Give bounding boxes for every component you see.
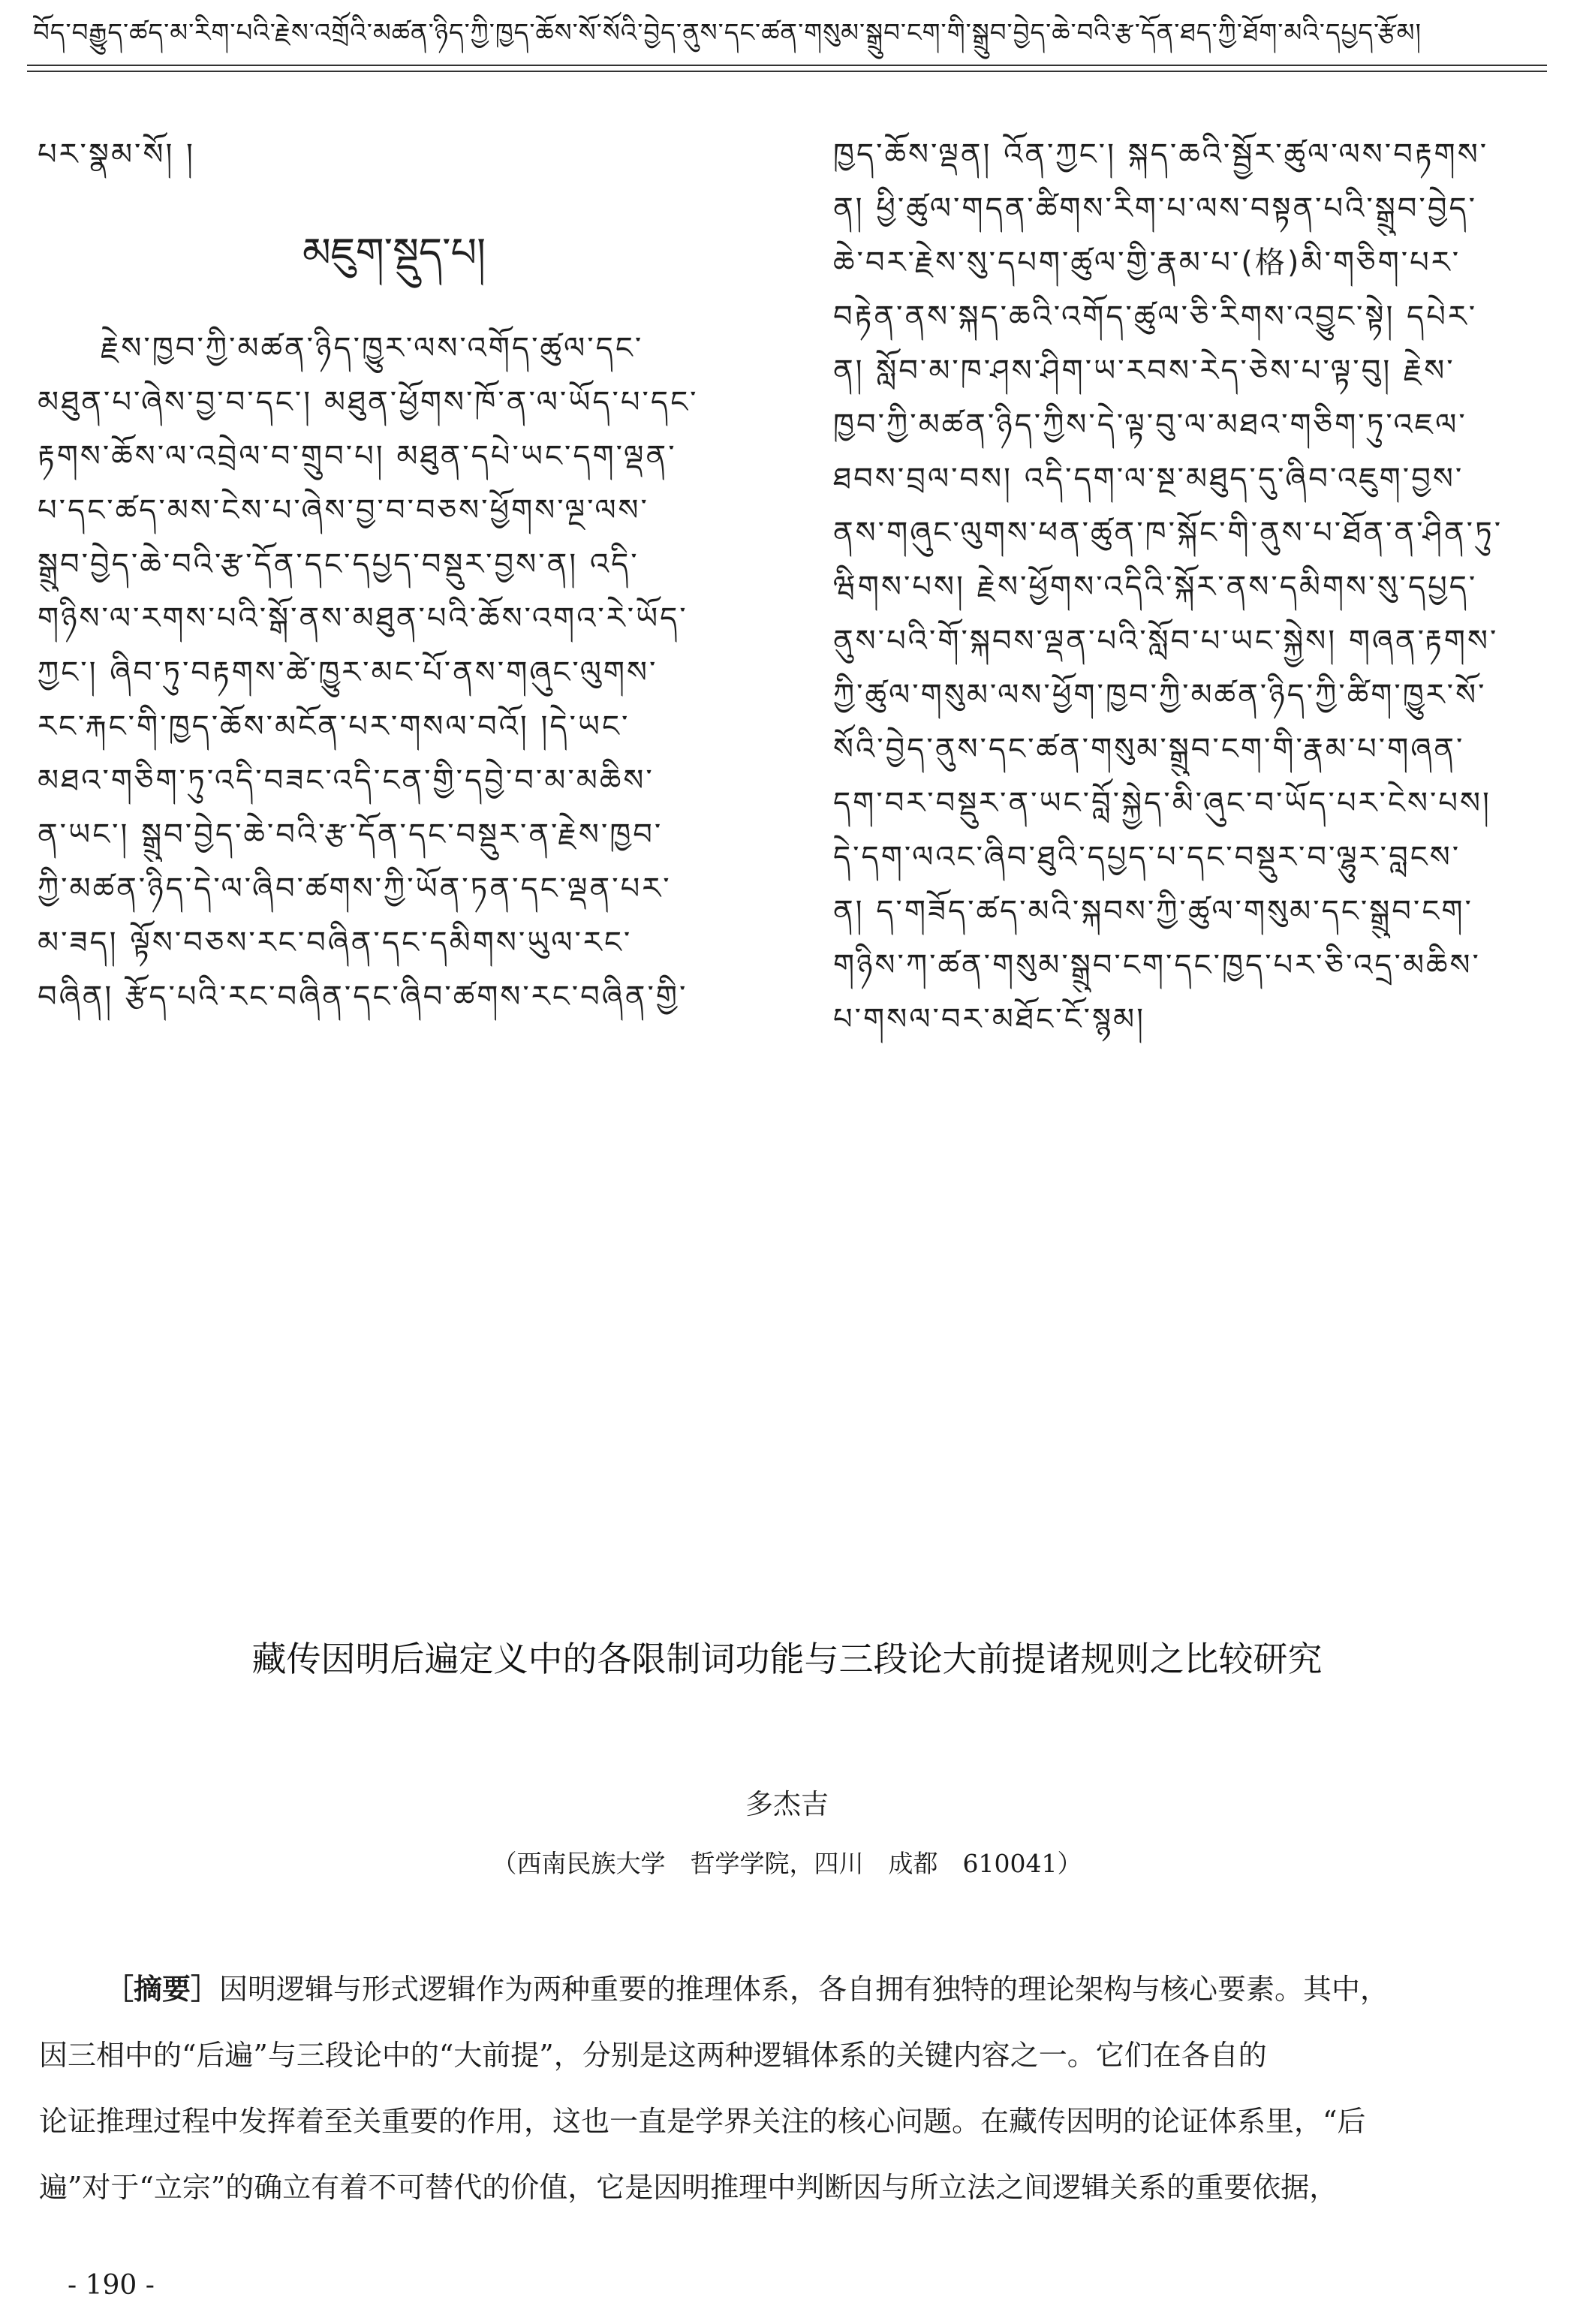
left-text-line: ཀྱང་། ཞིབ་ཏུ་བརྟགས་ཚེ་ཁྱུར་མང་པོ་ནས་གཞུང་ལུགས་ (38, 655, 658, 690)
left-text-line: རྟགས་ཆོས་ལ་འབྲེལ་བ་གྲུབ་པ། མཐུན་དཔེ་ཡང་དག་ལྡན་ (38, 439, 677, 474)
right-text-line: ན། སློབ་མ་ཁ་ཤས་ཤིག་ཡ་རབས་རེད་ཅེས་པ་ལྟ་བུ། རྗེས་ (833, 354, 1455, 388)
abstract (39, 1956, 1540, 2220)
right-text-line: ན། ཕྱི་ཚུལ་གདན་ཚིགས་རིག་པ་ལས་བསྟན་པའི་སྒྲུབ་བྱེད་ (833, 191, 1478, 226)
left-text-line: སྒྲུབ་བྱེད་ཆེ་བའི་རྩ་དོན་དང་དཔྱད་བསྡུར་བྱས་ན། འདི་ (38, 547, 640, 582)
left-text-line: མཐའ་གཅིག་ཏུ་འདི་བཟང་འདི་ངན་གྱི་དབྱེ་བ་མ་མཆིས་ (38, 763, 655, 798)
right-text-line: ཝིགས་པས། རྗེས་ཕྱོགས་འདིའི་སྐོར་ནས་དམིགས་སུ་དཔྱད་ (833, 570, 1478, 604)
right-text-line: ཐབས་བྲལ་བས། འདི་དག་ལ་སྔ་མཐུད་དུ་ཞིབ་འཇུག་བྱས་ (833, 462, 1464, 496)
left-text-line: རང་རྐང་གི་ཁྱད་ཆོས་མངོན་པར་གསལ་བའོ། །དེ་ཡང་ (38, 709, 631, 744)
right-text-line: གཉིས་ཀ་ཚན་གསུམ་སྒྲུབ་ངག་དང་ཁྱད་པར་ཅི་འདྲ་མཆིས་ (833, 948, 1481, 983)
left-text-line: ཀྱི་མཚན་ཉིད་དེ་ལ་ཞིབ་ཚགས་ཀྱི་ཡོན་ཏན་དང་ལྡན་པར་ (38, 872, 672, 906)
abstract-label: ［摘要］ (105, 1972, 220, 2006)
abstract-line: 遍”对于“立宗”的确立有着不可替代的价值，它是因明推理中判断因与所立法之间逻辑关系的重要依据， (39, 2171, 1338, 2204)
left-opening-line: པར་སྣམ་སོ། ། (38, 137, 195, 172)
header-rule-bottom (27, 71, 1547, 72)
abstract-line: 论证推理过程中发挥着至关重要的作用，这也一直是学界关注的核心问题。在藏传因明的论证体系里，“后 (39, 2105, 1366, 2138)
right-text-line: སོའི་བྱེད་ནུས་དང་ཚན་གསུམ་སྒྲུབ་ངག་གི་རྣམ་པ་གཞན་ (833, 732, 1465, 766)
left-text-line: རྗེས་ཁྱབ་ཀྱི་མཚན་ཉིད་ཁྱུར་ལས་འགོད་ཚུལ་དང་ (101, 331, 644, 366)
abstract-line-text: 因明逻辑与形式逻辑作为两种重要的推理体系，各自拥有独特的理论架构与核心要素。其中， (219, 1973, 1389, 2006)
right-text-line: ནུས་པའི་གོ་སྐབས་ལྡན་པའི་སློབ་པ་ཡང་སྐྱེས། གཞན་རྟགས་ (833, 624, 1499, 658)
right-text-line: ནས་གཞུང་ལུགས་ཕན་ཚུན་ཁ་སྐོང་གི་ནུས་པ་ཐོན་ན་ཤིན་ཏུ་ (833, 516, 1503, 550)
left-text-line: པ་དང་ཚད་མས་ངེས་པ་ཞེས་བྱ་བ་བཅས་ཕྱོགས་ལྔ་ལས་ (38, 493, 649, 528)
right-text-line: བརྟེན་ནས་སྐད་ཆའི་འགོད་ཚུལ་ཅི་རིགས་འབྱུང་སྟེ། དཔེར་ (833, 300, 1478, 334)
page-number: - 190 - (68, 2270, 155, 2301)
left-text-line: ན་ཡང་། སྒྲུབ་བྱེད་ཆེ་བའི་རྩ་དོན་དང་བསྡུར་ན་རྗེས་ཁྱབ་ (38, 817, 664, 852)
header-rule-top (27, 65, 1547, 66)
right-text-line: པ་གསལ་བར་མཐོང་ངོ་སྙམ། (833, 1002, 1145, 1037)
conclusion-heading: མཇུག་སྡུད་པ། (302, 229, 486, 276)
tibetan-left-column (38, 128, 751, 1024)
left-text-line: བཞིན། རྩོད་པའི་རང་བཞིན་དང་ཞིབ་ཚགས་རང་བཞིན་གྱི་ (38, 980, 688, 1014)
left-text-line: མཐུན་པ་ཞེས་བྱ་བ་དང་། མཐུན་ཕྱོགས་ཁོ་ན་ལ་ཡོད་པ་དང་ (38, 385, 699, 420)
right-text-line: ཀྱི་ཚུལ་གསུམ་ལས་ཕྱོག་ཁྱབ་ཀྱི་མཚན་ཉིད་ཀྱི་ཚིག་ཁྱུར་སོ་ (833, 678, 1487, 712)
abstract-line (39, 1956, 1540, 2022)
right-text-line: ཁྱབ་ཀྱི་མཚན་ཉིད་ཀྱིས་དེ་ལྟ་བུ་ལ་མཐའ་གཅིག་ཏུ་འཇལ་ (833, 408, 1467, 442)
left-text-line: གཉིས་ལ་རགས་པའི་སྒོ་ནས་མཐུན་པའི་ཆོས་འགའ་རེ་ཡོད་ (38, 601, 688, 636)
article-author: 多杰吉 (745, 1788, 829, 1820)
right-text-line: ཆེ་བར་རྗེས་སུ་དཔག་ཚུལ་གྱི་རྣམ་པ་(格)མི་གཅིག་པར་ (833, 245, 1461, 280)
right-text-line: དག་བར་བསྡུར་ན་ཡང་བློ་སྐྱེད་མི་ཞུང་བ་ཡོད་པར་ངེས་པས། (833, 786, 1491, 820)
tibetan-right-column (833, 128, 1546, 1046)
running-header: བོད་བརྒྱུད་ཚད་མ་རིག་པའི་རྗེས་འགྲོའི་མཚན་ཉིད་ཀྱི་ཁྱད་ཆོས་སོ་སོའི་བྱེད་ནུས་དང་ཚན་གསུམ་སྒྲུབ་ངག་གི་སྒྲུབ་བྱེད་ཆེ་བའི་རྩ་དོན་ཐད་ཀྱི་ཐོག་མའི་དཔྱད་རྩོམ། (33, 18, 1422, 48)
right-text-line: ན། ད་གཟོད་ཚད་མའི་སྐབས་ཀྱི་ཚུལ་གསུམ་དང་སྒྲུབ་ངག་ (833, 894, 1473, 929)
right-text-line: ཁྱད་ཆོས་ལྡན། འོན་ཀྱང་། སྐད་ཆའི་སྦྱོར་ཚུལ་ལས་བརྟགས་ (833, 137, 1489, 172)
right-text-line: དེ་དག་ལའང་ཞིབ་ཐུའི་དཔྱད་པ་དང་བསྡུར་བ་ལྷུར་བླངས་ (833, 840, 1461, 875)
abstract-line: 因三相中的“后遍”与三段论中的“大前提”，分别是这两种逻辑体系的关键内容之一。它们在各自的 (39, 2039, 1267, 2072)
article-title: 藏传因明后遍定义中的各限制词功能与三段论大前提诸规则之比较研究 (251, 1639, 1323, 1679)
article-affiliation: （西南民族大学 哲学学院，四川 成都 610041） (492, 1849, 1082, 1878)
left-text-line: མ་ཟད། ལྟོས་བཅས་རང་བཞིན་དང་དམིགས་ཡུལ་རང་ (38, 926, 633, 960)
